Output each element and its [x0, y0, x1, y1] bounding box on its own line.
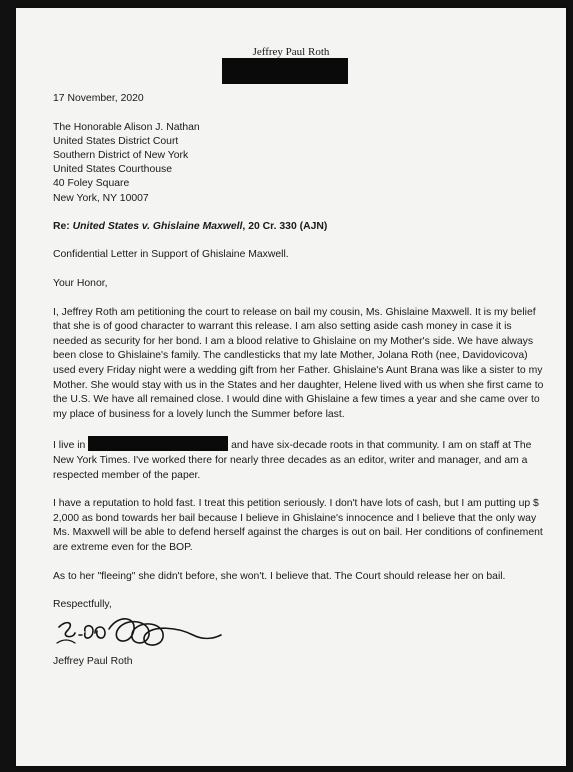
residence-text-start: I live in [53, 440, 86, 452]
recipient-address [53, 121, 549, 206]
paragraph-residence [53, 436, 549, 483]
re-case-name: United States v. Ghislaine Maxwell [72, 220, 243, 232]
recipient-line: Southern District of New York [53, 150, 189, 161]
closing: Respectfully, [53, 599, 112, 611]
residence-text-end: and have six-decade roots in that community. I am on staff at The New York Times. I've worked there for nearly three decades as an editor, writer and manager, and am a respected member of the paper. [53, 440, 532, 481]
recipient-line: The Honorable Alison J. Nathan [53, 121, 200, 133]
redacted-location [88, 436, 228, 451]
re-case-number: , 20 Cr. 330 (AJN) [242, 220, 328, 232]
salutation: Your Honor, [53, 278, 108, 289]
recipient-line: New York, NY 10007 [53, 192, 149, 204]
letter-date: 17 November, 2020 [53, 93, 144, 104]
paragraph-relationship: I, Jeffrey Roth am petitioning the court to release on bail my cousin, Ms. Ghislaine Maxwell. It is my belief that she is of good character to warrant this release. I am also setting aside cash money in case it is needed as security for her bond. I am a blood relative to Ghislaine on my Mother's side. We have always been close to Ghislaine's family. The candlesticks that my late Mother, Jolana Roth (nee, Davidovicova) used every Friday night were a wedding gift from her Father. Ghislaine's Aunt Brana was like a sister to my Mother. She would stay with us in the States and her daughter, Helene lived with us when she first came to the U.S. We have all remained close. I would dine with Ghislaine a few times a year and she came over to my place of business for a lovely lunch the Summer before last. [53, 306, 544, 420]
redacted-address-block [222, 58, 348, 84]
paragraph-fleeing: As to her "fleeing" she didn't before, she won't. I believe that. The Court should release her on bail. [53, 570, 506, 582]
subject-line: Confidential Letter in Support of Ghislaine Maxwell. [53, 249, 289, 261]
recipient-line: United States District Court [53, 135, 179, 147]
re-line [53, 220, 549, 235]
letter-page [16, 8, 566, 766]
re-prefix: Re: [53, 220, 70, 232]
signature-name: Jeffrey Paul Roth [53, 655, 133, 667]
letter-body [53, 92, 549, 669]
letterhead-name: Jeffrey Paul Roth [252, 46, 330, 58]
handwritten-signature [53, 613, 243, 653]
recipient-line: 40 Foley Square [53, 178, 130, 190]
recipient-line: United States Courthouse [53, 164, 172, 176]
paragraph-bond: I have a reputation to hold fast. I treat this petition seriously. I don't have lots of cash, but I am putting up $ 2,000 as bond towards her bail because I believe in Ghislaine's innocence and I believe that the only way Ms. Maxwell will be able to defend herself against the charges is out on bail. Her conditions of confinement are extreme even for the BOP. [53, 498, 543, 553]
signature-block [53, 598, 549, 669]
